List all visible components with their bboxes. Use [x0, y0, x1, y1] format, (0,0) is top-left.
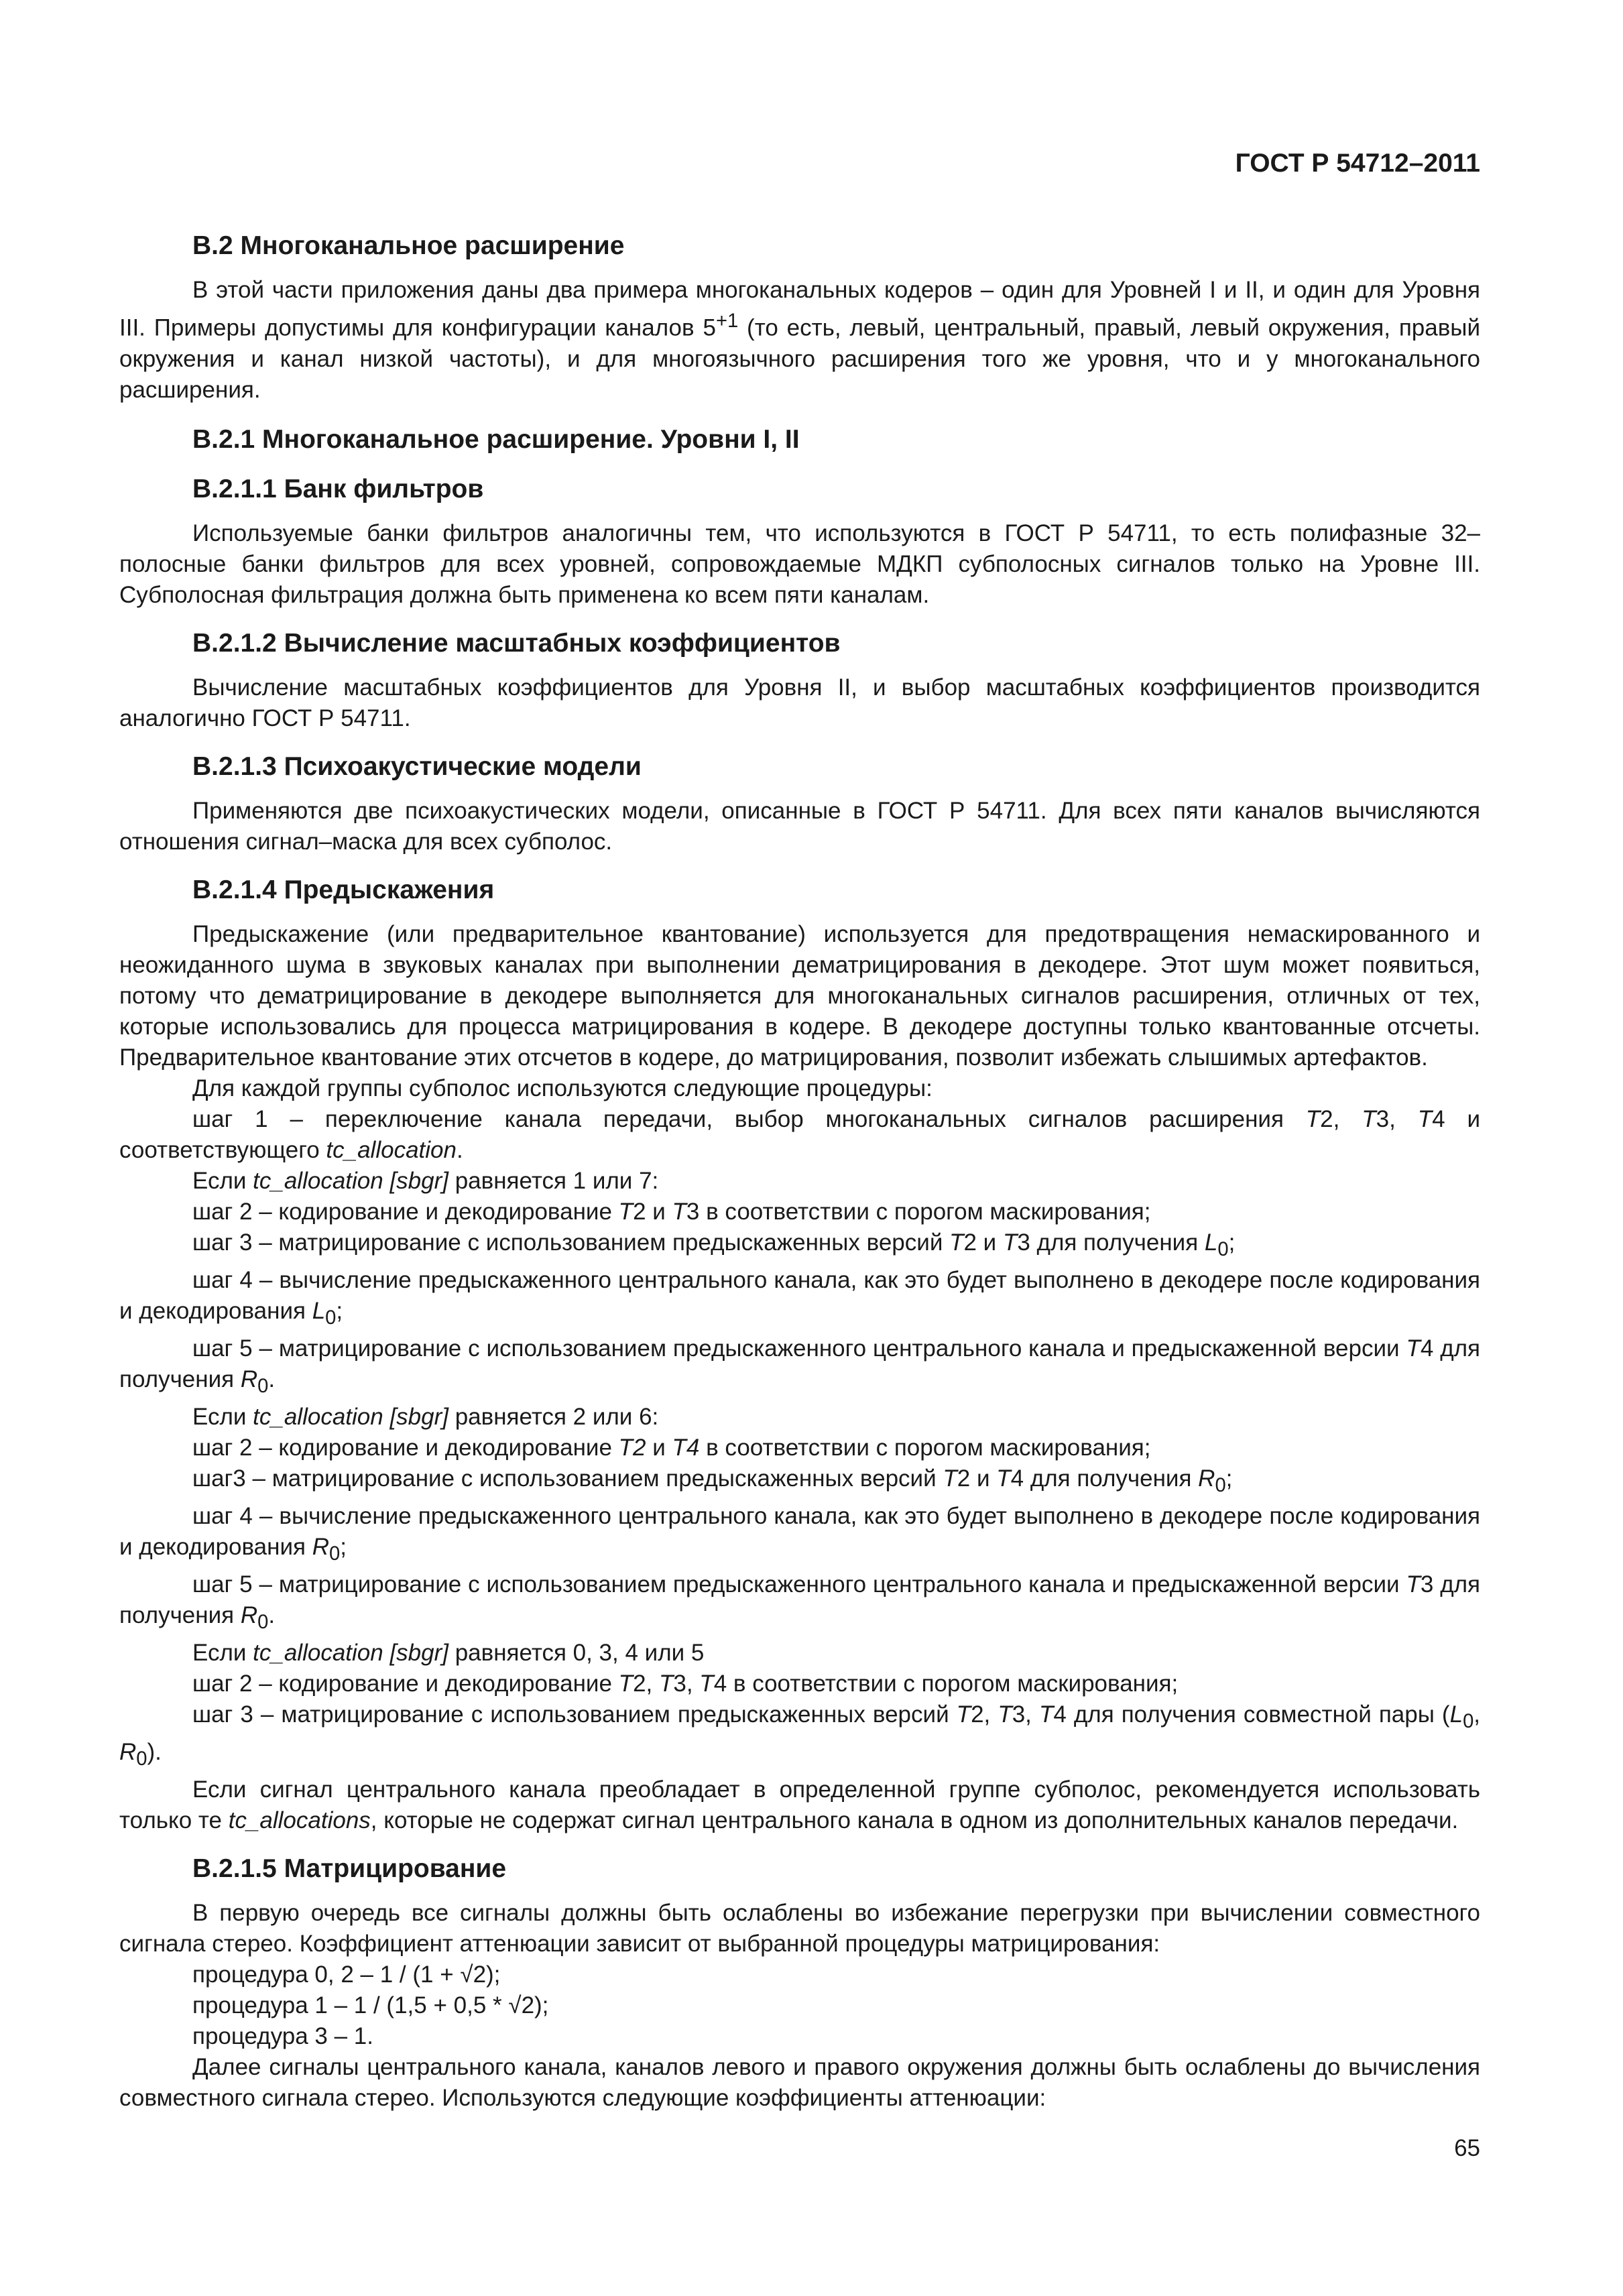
- paragraph: Если tc_allocation [sbgr] равняется 2 или 6:: [192, 1403, 659, 1430]
- section-heading: В.2 Многоканальное расширение: [192, 231, 625, 260]
- paragraph: процедура 3 – 1.: [192, 2022, 373, 2049]
- paragraph: шаг3 – матрицирование с использованием предыскаженных версий Т2 и Т4 для получения $R_0$;: [192, 1465, 1233, 1496]
- paragraph: шаг 2 – кодирование и декодирование Т2 и Т4 в соответствии с порогом маскирования;: [192, 1434, 1151, 1461]
- standard-header: ГОСТ Р 54712–2011: [1235, 149, 1480, 178]
- paragraph: Если tc_allocation [sbgr] равняется 1 или 7:: [192, 1167, 659, 1194]
- section-heading: В.2.1.2 Вычисление масштабных коэффициентов: [192, 628, 841, 658]
- paragraph: шаг 5 – матрицирование с использованием предыскаженного центрального канала и предыскаженной версии Т4 для получения $R_0$.: [119, 1335, 1480, 1397]
- paragraph: шаг 2 – кодирование и декодирование Т2, Т3, Т4 в соответствии с порогом маскирования;: [192, 1670, 1179, 1697]
- paragraph: Если сигнал центрального канала преобладает в определенной группе субполос, рекомендуется использовать только те tc_allocations, которые не содержат сигнал центрального канала в одном из дополнительных каналов передачи.: [119, 1776, 1480, 1833]
- paragraph: Предыскажение (или предварительное квантование) используется для предотвращения немаскированного и неожиданного шума в звуковых каналах при выполнении дематрицирования в декодере. Этот шум может появиться, потому что дематрицирование в декодере выполняется для многоканальных сигналов расширения, отличных от тех, которые использовались для процесса матрицирования в кодере. В декодере доступны только квантованные отсчеты. Предварительное квантование этих отсчетов в кодере, до матрицирования, позволит избежать слышимых артефактов.: [119, 920, 1480, 1071]
- paragraph: шаг 3 – матрицирование с использованием предыскаженных версий Т2, Т3, Т4 для получения совместной пары ($L_0$, $R_0$).: [119, 1701, 1481, 1770]
- paragraph: шаг 4 – вычисление предыскаженного центрального канала, как это будет выполнено в декодере после кодирования и декодирования $R_0$;: [119, 1502, 1480, 1565]
- paragraph: процедура 1 – 1 / (1,5 + 0,5 * √2);: [192, 1992, 549, 2018]
- paragraph: В этой части приложения даны два примера многоканальных кодеров – один для Уровней I и II, и один для Уровня III. Примеры допустимы для конфигурации каналов $5^{+1}$ (то есть, левый, центральный, правый, левый окружения, правый окружения и канал низкой частоты), и для многоязычного расширения того же уровня, что и у многоканального расширения.: [119, 277, 1481, 403]
- page-content: [119, 229, 1480, 2114]
- section-heading: В.2.1.4 Предыскажения: [192, 875, 495, 904]
- paragraph: шаг 1 – переключение канала передачи, выбор многоканальных сигналов расширения Т2, Т3, Т4 и соответствующего tc_allocation.: [119, 1105, 1481, 1163]
- paragraph: шаг 3 – матрицирование с использованием предыскаженных версий Т2 и Т3 для получения $L_0$;: [192, 1229, 1236, 1260]
- paragraph: Применяются две психоакустических модели, описанные в ГОСТ Р 54711. Для всех пяти каналов вычисляются отношения сигнал–маска для всех субполос.: [119, 797, 1480, 855]
- paragraph: Для каждой группы субполос используются следующие процедуры:: [192, 1075, 933, 1101]
- paragraph: шаг 5 – матрицирование с использованием предыскаженного центрального канала и предыскаженной версии Т3 для получения $R_0$.: [119, 1571, 1480, 1633]
- paragraph: Если tc_allocation [sbgr] равняется 0, 3, 4 или 5: [192, 1639, 705, 1666]
- paragraph: шаг 4 – вычисление предыскаженного центрального канала, как это будет выполнено в декодере после кодирования и декодирования $L_0$;: [119, 1266, 1480, 1329]
- page-number: 65: [1454, 2135, 1480, 2161]
- section-heading: В.2.1 Многоканальное расширение. Уровни I, II: [192, 424, 800, 454]
- paragraph: Используемые банки фильтров аналогичны тем, что используются в ГОСТ Р 54711, то есть полифазные 32–полосные банки фильтров для всех уровней, сопровождаемые МДКП субполосных сигналов только на Уровне III. Субполосная фильтрация должна быть применена ко всем пяти каналам.: [119, 520, 1480, 608]
- paragraph: Далее сигналы центрального канала, каналов левого и правого окружения должны быть ослаблены до вычисления совместного сигнала стерео. Используются следующие коэффициенты аттенюации:: [119, 2053, 1480, 2111]
- section-heading: В.2.1.3 Психоакустические модели: [192, 751, 642, 781]
- paragraph: Вычисление масштабных коэффициентов для Уровня II, и выбор масштабных коэффициентов производится аналогично ГОСТ Р 54711.: [119, 674, 1480, 731]
- paragraph: шаг 2 – кодирование и декодирование Т2 и Т3 в соответствии с порогом маскирования;: [192, 1198, 1151, 1225]
- paragraph: процедура 0, 2 – 1 / (1 + √2);: [192, 1961, 501, 1988]
- paragraph: В первую очередь все сигналы должны быть ослаблены во избежание перегрузки при вычислении совместного сигнала стерео. Коэффициент аттенюации зависит от выбранной процедуры матрицирования:: [119, 1899, 1480, 1957]
- section-heading: В.2.1.1 Банк фильтров: [192, 474, 484, 503]
- section-heading: В.2.1.5 Матрицирование: [192, 1854, 507, 1883]
